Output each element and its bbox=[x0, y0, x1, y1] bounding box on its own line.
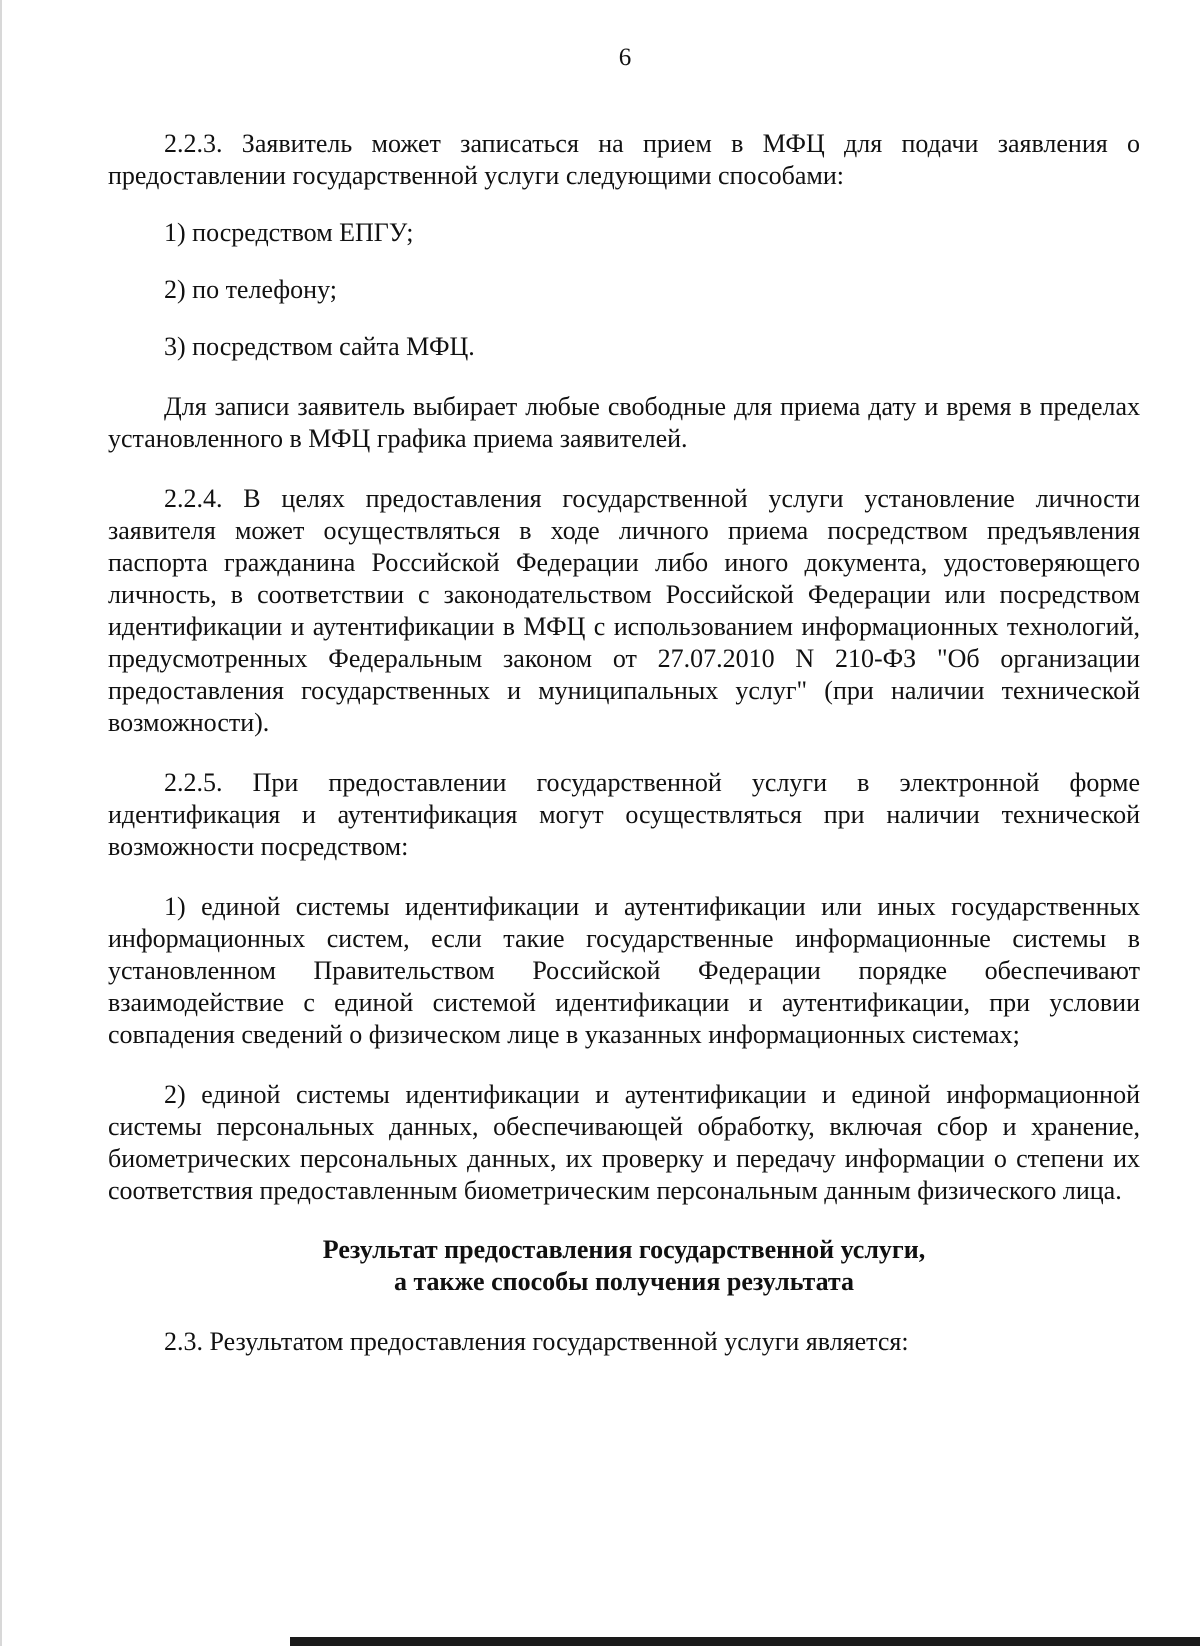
paragraph-2-3: 2.3. Результатом предоставления государственной услуги является: bbox=[164, 1327, 909, 1356]
page-number: 6 bbox=[618, 44, 632, 71]
paragraph-2-2-5-intro: 2.2.5. При предоставлении государственной услуги в электронной форме идентификация и аутентификация могут осуществляться при наличии технической возможности посредством: bbox=[108, 768, 1140, 861]
scan-left-edge bbox=[0, 0, 2, 1646]
paragraph-2-2-5-item-2: 2) единой системы идентификации и аутентификации и единой информационной системы персональных данных, обеспечивающей обработку, включая сбор и хранение, биометрических персональных данных, их проверку и передачу информации о степени их соответствия предоставленным биометрическим персональным данным физического лица. bbox=[108, 1080, 1140, 1205]
list-item-mfc-site: 3) посредством сайта МФЦ. bbox=[164, 332, 475, 361]
document-body bbox=[108, 128, 1140, 1358]
paragraph-2-2-3-intro: 2.2.3. Заявитель может записаться на прием в МФЦ для подачи заявления о предоставлении государственной услуги следующими способами: bbox=[108, 129, 1140, 190]
scan-bottom-edge bbox=[290, 1637, 1200, 1646]
paragraph-2-2-3-note: Для записи заявитель выбирает любые свободные для приема дату и время в пределах установленного в МФЦ графика приема заявителей. bbox=[108, 392, 1140, 453]
list-item-phone: 2) по телефону; bbox=[164, 275, 337, 304]
list-item-epgu: 1) посредством ЕПГУ; bbox=[164, 218, 414, 247]
section-heading-line-2: а также способы получения результата bbox=[393, 1267, 855, 1296]
section-heading-line-1: Результат предоставления государственной услуги, bbox=[322, 1235, 926, 1264]
paragraph-2-2-5-item-1: 1) единой системы идентификации и аутентификации или иных государственных информационных систем, если такие государственные информационные системы в установленном Правительством Российской Федерации порядке обеспечивают взаимодействие с единой системой идентификации и аутентификации, при условии совпадения сведений о физическом лице в указанных информационных системах; bbox=[108, 892, 1140, 1049]
section-heading bbox=[108, 1234, 1140, 1298]
paragraph-2-2-4: 2.2.4. В целях предоставления государственной услуги установление личности заявителя может осуществляться в ходе личного приема посредством предъявления паспорта гражданина Российской Федерации либо иного документа, удостоверяющего личность, в соответствии с законодательством Российской Федерации или посредством идентификации и аутентификации в МФЦ с использованием информационных технологий, предусмотренных Федеральным законом от 27.07.2010 N 210-ФЗ "Об организации предоставления государственных и муниципальных услуг" (при наличии технической возможности). bbox=[108, 484, 1140, 737]
